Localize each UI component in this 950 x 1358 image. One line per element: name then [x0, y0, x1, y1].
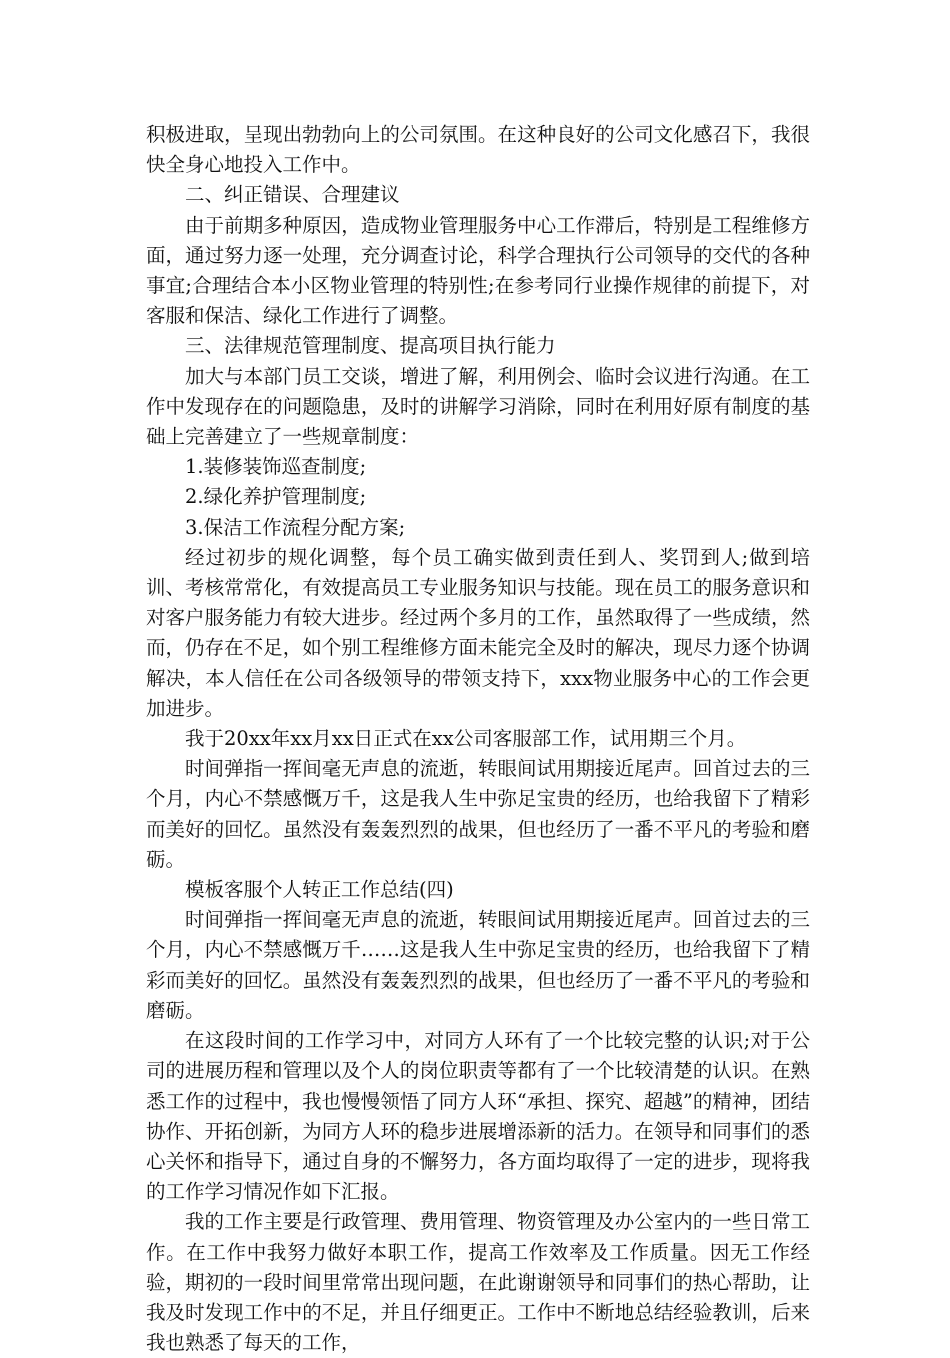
section-heading: 三、法律规范管理制度、提高项目执行能力 [185, 334, 556, 358]
section-heading: 模板客服个人转正工作总结(四) [185, 878, 454, 902]
paragraph: 我于20xx年xx月xx日正式在xx公司客服部工作，试用期三个月。 [185, 727, 747, 751]
section-heading: 二、纠正错误、合理建议 [185, 183, 400, 207]
paragraph: 时间弹指一挥间毫无声息的流逝，转眼间试用期接近尾声。回首过去的三个月，内心不禁感慨万千……这是我人生中弥足宝贵的经历，也给我留下了精彩而美好的回忆。虽然没有轰轰烈烈的战果，但也经历了一番不平凡的考验和磨砺。 [146, 908, 810, 1022]
list-item: 2.绿化养护管理制度; [185, 485, 367, 509]
document-page [146, 120, 810, 1358]
list-item: 1.装修装饰巡查制度; [185, 455, 367, 479]
paragraph: 积极进取，呈现出勃勃向上的公司氛围。在这种良好的公司文化感召下，我很快全身心地投入工作中。 [146, 123, 810, 177]
list-item: 3.保洁工作流程分配方案; [185, 515, 406, 539]
paragraph: 在这段时间的工作学习中，对同方人环有了一个比较完整的认识;对于公司的进展历程和管理以及个人的岗位职责等都有了一个比较清楚的认识。在熟悉工作的过程中，我也慢慢领悟了同方人环“承担、探究、超越”的精神，团结协作、开拓创新，为同方人环的稳步进展增添新的活力。在领导和同事们的悉心关怀和指导下，通过自身的不懈努力，各方面均取得了一定的进步，现将我的工作学习情况作如下汇报。 [146, 1029, 810, 1204]
paragraph: 时间弹指一挥间毫无声息的流逝，转眼间试用期接近尾声。回首过去的三个月，内心不禁感慨万千，这是我人生中弥足宝贵的经历，也给我留下了精彩而美好的回忆。虽然没有轰轰烈烈的战果，但也经历了一番不平凡的考验和磨砺。 [146, 757, 810, 871]
paragraph: 经过初步的规化调整，每个员工确实做到责任到人、奖罚到人;做到培训、考核常常化，有效提高员工专业服务知识与技能。现在员工的服务意识和对客户服务能力有较大进步。经过两个多月的工作，虽然取得了一些成绩，然而，仍存在不足，如个别工程维修方面未能完全及时的解决，现尽力逐个协调解决，本人信任在公司各级领导的带领支持下，xxx物业服务中心的工作会更加进步。 [146, 545, 810, 720]
paragraph: 由于前期多种原因，造成物业管理服务中心工作滞后，特别是工程维修方面，通过努力逐一处理，充分调查讨论，科学合理执行公司领导的交代的各种事宜;合理结合本小区物业管理的特别性;在参考同行业操作规律的前提下，对客服和保洁、绿化工作进行了调整。 [146, 213, 810, 328]
paragraph: 我的工作主要是行政管理、费用管理、物资管理及办公室内的一些日常工作。在工作中我努力做好本职工作，提高工作效率及工作质量。因无工作经验，期初的一段时间里常常出现问题，在此谢谢领导和同事们的热心帮助，让我及时发现工作中的不足，并且仔细更正。工作中不断地总结经验教训，后来我也熟悉了每天的工作， [146, 1210, 810, 1355]
paragraph: 加大与本部门员工交谈，增进了解，利用例会、临时会议进行沟通。在工作中发现存在的问题隐患，及时的讲解学习消除，同时在利用好原有制度的基础上完善建立了一些规章制度： [146, 364, 810, 449]
